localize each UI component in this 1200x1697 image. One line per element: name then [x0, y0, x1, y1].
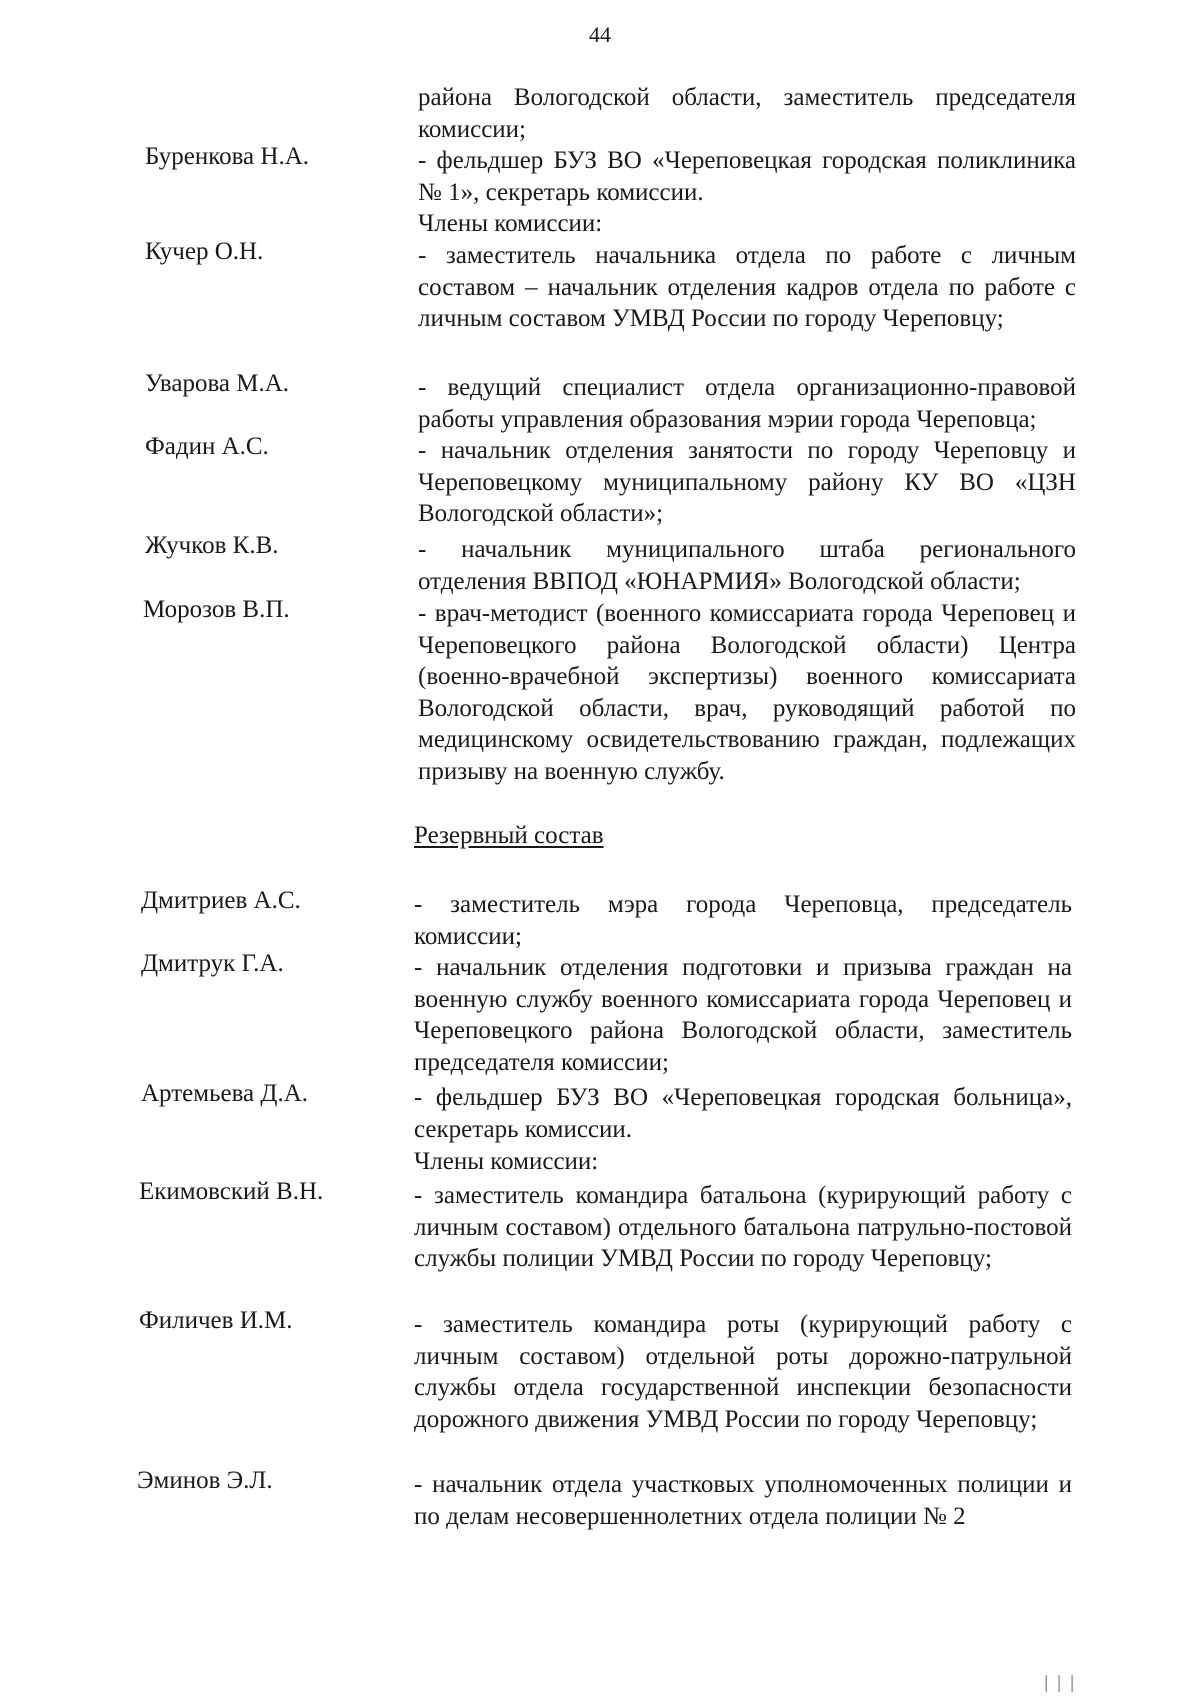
members-label: Члены комиссии: — [414, 1148, 599, 1175]
member-role: - фельдшер БУЗ ВО «Череповецкая городская больница», секретарь комиссии. — [414, 1084, 1072, 1143]
member-name: Дмитрук Г.А. — [141, 950, 284, 977]
continuation-text: района Вологодской области, заместитель председателя комиссии; — [418, 84, 1076, 143]
member-name: Уварова М.А. — [145, 370, 290, 397]
member-name: Кучер О.Н. — [145, 238, 264, 265]
member-role: - начальник отделения занятости по городу Череповцу и Череповецкому муниципальному району КУ ВО «ЦЗН Вологодской области»; — [418, 437, 1076, 527]
member-role: - заместитель начальника отдела по работе с личным составом – начальник отделения кадров отдела по работе с личным составом УМВД России по городу Череповцу; — [418, 242, 1076, 332]
member-name: Эминов Э.Л. — [137, 1467, 273, 1494]
member-role: - врач-методист (военного комиссариата города Череповец и Череповецкого района Вологодской области) Центра (военно-врачебной экспертизы) военного комиссариата Вологодской области, врач, руководящий работой по медицинскому освидетельствованию граждан, подлежащих призыву на военную службу. — [418, 600, 1076, 785]
member-role: - начальник муниципального штаба регионального отделения ВВПОД «ЮНАРМИЯ» Вологодской области; — [418, 536, 1076, 595]
member-name: Буренкова Н.А. — [145, 143, 310, 170]
member-role: - заместитель командира роты (курирующий работу с личным составом) отдельной роты дорожно-патрульной службы отдела государственной инспекции безопасности дорожного движения УМВД России по городу Череповцу; — [414, 1311, 1072, 1433]
member-role: - заместитель командира батальона (курирующий работу с личным составом) отдельного батальона патрульно-постовой службы полиции УМВД России по городу Череповцу; — [414, 1182, 1072, 1272]
member-name: Морозов В.П. — [143, 596, 290, 623]
member-role: - заместитель мэра города Череповца, председатель комиссии; — [414, 891, 1072, 950]
member-role: - начальник отдела участковых уполномоченных полиции и по делам несовершеннолетних отдела полиции № 2 — [414, 1471, 1072, 1530]
member-role: - фельдшер БУЗ ВО «Череповецкая городская поликлиника № 1», секретарь комиссии. — [418, 147, 1076, 206]
scan-artifact: │││ — [1041, 1677, 1080, 1692]
member-name: Филичев И.М. — [139, 1307, 293, 1334]
member-role: - начальник отделения подготовки и призыва граждан на военную службу военного комиссариата города Череповец и Череповецкого района Вологодской области, заместитель председателя комиссии; — [414, 954, 1072, 1076]
page-number: 44 — [589, 22, 611, 47]
member-name: Екимовский В.Н. — [139, 1178, 324, 1205]
member-name: Фадин А.С. — [145, 433, 269, 460]
member-name: Артемьева Д.А. — [141, 1080, 308, 1107]
reserve-heading: Резервный состав — [414, 822, 604, 849]
member-name: Жучков К.В. — [145, 532, 279, 559]
member-name: Дмитриев А.С. — [141, 887, 301, 914]
members-label: Члены комиссии: — [418, 210, 603, 237]
member-role: - ведущий специалист отдела организационно-правовой работы управления образования мэрии города Череповца; — [418, 374, 1076, 433]
